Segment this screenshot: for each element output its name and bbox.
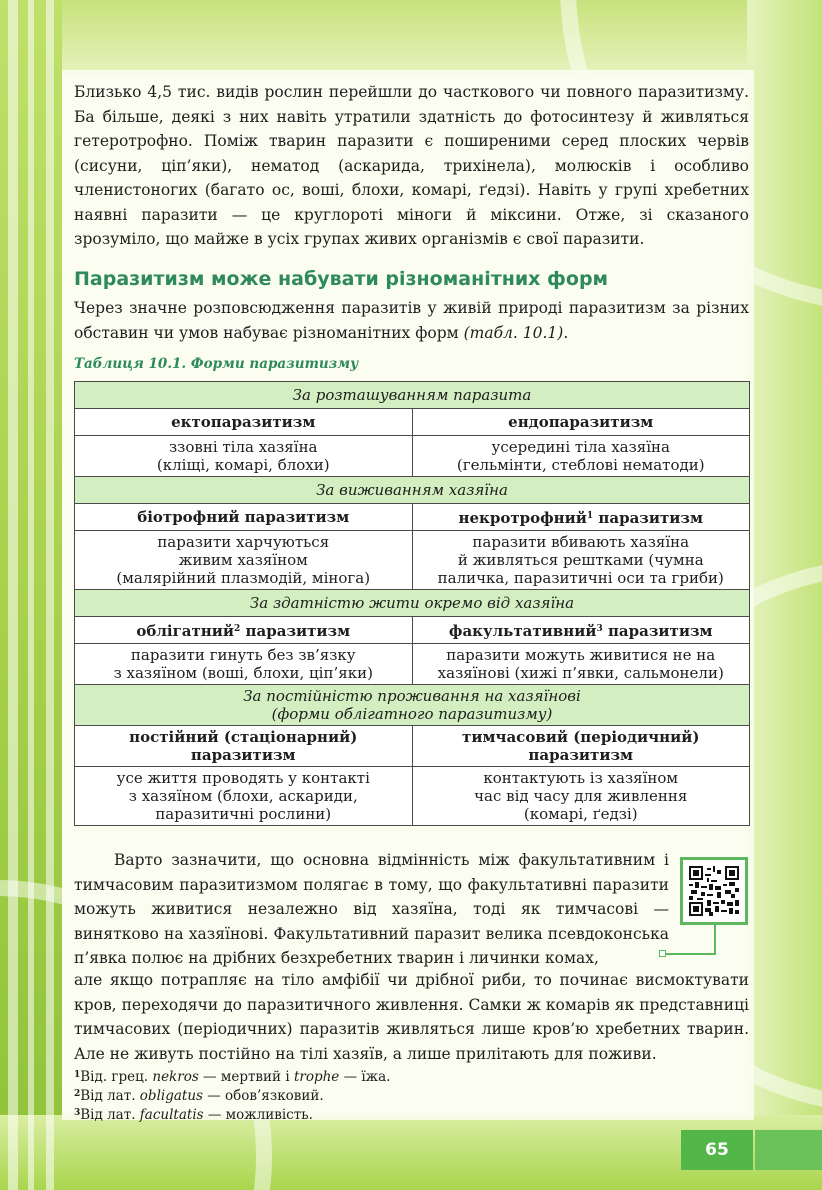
intro-paragraph: Близько 4,5 тис. видів рослин перейшли до часткового чи повного паразитизму. Ба більше, деякі з них навіть утратили здатність до фотосинтезу й живляться гетеротрофно. Поміж тварин паразити є поширеними серед плоских червів (сисуни, ціп’яки), нематод (аскарида, трихінела), молюсків і особливо членистоногих (багато ос, воші, блохи, комарі, ґедзі). Навіть у групі хребетних наявні паразити — це круглороті міноги й міксини. Отже, зі сказаного зрозуміло, що майже в усіх групах живих організмів є свої паразити. bbox=[74, 83, 749, 248]
table-header-ectoparasitism: ектопаразитизм bbox=[75, 409, 413, 436]
table-reference: (табл. 10.1) bbox=[463, 323, 564, 342]
footnote-number: 2 bbox=[74, 1089, 81, 1099]
footnote-text: Від лат. bbox=[80, 1088, 140, 1104]
table-header-facultative bbox=[412, 617, 750, 644]
obligate-suffix: паразитизм bbox=[240, 622, 351, 640]
table-caption: Таблиця 10.1. Форми паразитизму bbox=[74, 356, 359, 372]
table-header-endoparasitism: ендопаразитизм bbox=[412, 409, 750, 436]
footnote-ref-2: 2 bbox=[234, 624, 241, 634]
table-cell-biotrophic-description: паразити харчуються живим хазяїном (малярійний плазмодій, мінога) bbox=[75, 531, 413, 590]
section-paragraph-end: . bbox=[563, 323, 569, 342]
footnote-1 bbox=[74, 1067, 390, 1086]
table-header-necrotrophic bbox=[412, 504, 750, 531]
footnote-term: nekros bbox=[152, 1069, 199, 1085]
table-header-temporary: тимчасовий (періодичний) паразитизм bbox=[412, 726, 750, 767]
qr-code-pattern bbox=[689, 866, 739, 916]
facultative-label: факультативний bbox=[448, 622, 597, 640]
qr-connector-line bbox=[665, 953, 716, 955]
section-paragraph bbox=[74, 296, 749, 345]
footnote-text: Від лат. bbox=[80, 1107, 140, 1123]
table-cell-obligate-description: паразити гинуть без зв’язку з хазяїном (воші, блохи, ціп’яки) bbox=[75, 644, 413, 685]
section-heading: Паразитизм може набувати різноманітних форм bbox=[74, 268, 609, 290]
footnote-number: 1 bbox=[74, 1070, 81, 1080]
footnote-ref-3: 3 bbox=[596, 624, 603, 634]
parasitism-forms-table bbox=[74, 381, 750, 826]
footnote-text: — їжа. bbox=[339, 1069, 391, 1085]
necrotrophic-suffix: паразитизм bbox=[593, 509, 704, 527]
table-cell-temporary-description: контактують із хазяїном час від часу для живлення (комарі, ґедзі) bbox=[412, 767, 750, 826]
necrotrophic-label: некротрофний bbox=[458, 509, 587, 527]
table-group-location: За розташуванням паразита bbox=[75, 382, 750, 409]
footnote-term: facultatis bbox=[139, 1107, 204, 1123]
footnote-ref-1: 1 bbox=[586, 511, 594, 521]
qr-connector-marker bbox=[659, 950, 666, 957]
table-header-biotrophic: біотрофний паразитизм bbox=[75, 504, 413, 531]
footnote-text: — мертвий і bbox=[198, 1069, 294, 1085]
table-header-permanent: постійний (стаціонарний) паразитизм bbox=[75, 726, 413, 767]
table-cell-endo-description: усередині тіла хазяїна (гельмінти, стеблові нематоди) bbox=[412, 436, 750, 477]
footnote-text: — можливість. bbox=[203, 1107, 313, 1123]
table-cell-permanent-description: усе життя проводять у контакті з хазяїном (блохи, аскариди, паразитичні рослини) bbox=[75, 767, 413, 826]
table-cell-ecto-description: ззовні тіла хазяїна (кліщі, комарі, блохи) bbox=[75, 436, 413, 477]
mosquito-paragraph: але якщо потрапляє на тіло амфібії чи дрібної риби, то починає висмоктувати кров, переходячи до паразитичного живлення. Самки ж комарів як представниці тимчасових (періодичних) паразитів живляться лише кров’ю хребетних тварин. Але не живуть постійно на тілі хазяїв, а лише прилітають для поживи. bbox=[74, 971, 749, 1063]
page-number: 65 bbox=[681, 1130, 753, 1170]
section-paragraph-text: Через значне розповсюдження паразитів у живій природі паразитизм за різних обставин чи умов набуває різноманітних форм bbox=[74, 299, 749, 342]
footnote-text: Від. грец. bbox=[80, 1069, 153, 1085]
table-group-host-survival: За виживанням хазяїна bbox=[75, 477, 750, 504]
table-group-permanence: За постійністю проживання на хазяїнові (форми облігатного паразитизму) bbox=[75, 685, 750, 726]
page-number-tab bbox=[755, 1130, 822, 1170]
footnote-2 bbox=[74, 1086, 324, 1105]
footnote-number: 3 bbox=[74, 1108, 81, 1118]
footnote-term: trophe bbox=[293, 1069, 340, 1085]
table-cell-facultative-description: паразити можуть живитися не на хазяїнові (хижі п’явки, сальмонели) bbox=[412, 644, 750, 685]
qr-connector-line bbox=[714, 925, 716, 955]
qr-code-icon[interactable] bbox=[680, 857, 748, 925]
facultative-suffix: паразитизм bbox=[602, 622, 713, 640]
footnote-text: — обов’язковий. bbox=[202, 1088, 324, 1104]
obligate-label: облігатний bbox=[136, 622, 235, 640]
footnote-term: obligatus bbox=[139, 1088, 203, 1104]
footnote-3 bbox=[74, 1105, 313, 1124]
table-cell-necrotrophic-description: паразити вбивають хазяїна й живляться рештками (чумна паличка, паразитичні оси та гриби) bbox=[412, 531, 750, 590]
table-header-obligate bbox=[75, 617, 413, 644]
table-group-independence: За здатністю жити окремо від хазяїна bbox=[75, 590, 750, 617]
facultative-vs-temporary-paragraph: Варто зазначити, що основна відмінність між факультативним і тимчасовим паразитизмом полягає в тому, що факультативні паразити можуть живитися незалежно від хазяїна, тоді як тимчасові — винятково на хазяїнові. Факультативний паразит велика псевдоконська п’явка полює на дрібних безхребетних тварин і личинки комах, bbox=[74, 851, 669, 967]
